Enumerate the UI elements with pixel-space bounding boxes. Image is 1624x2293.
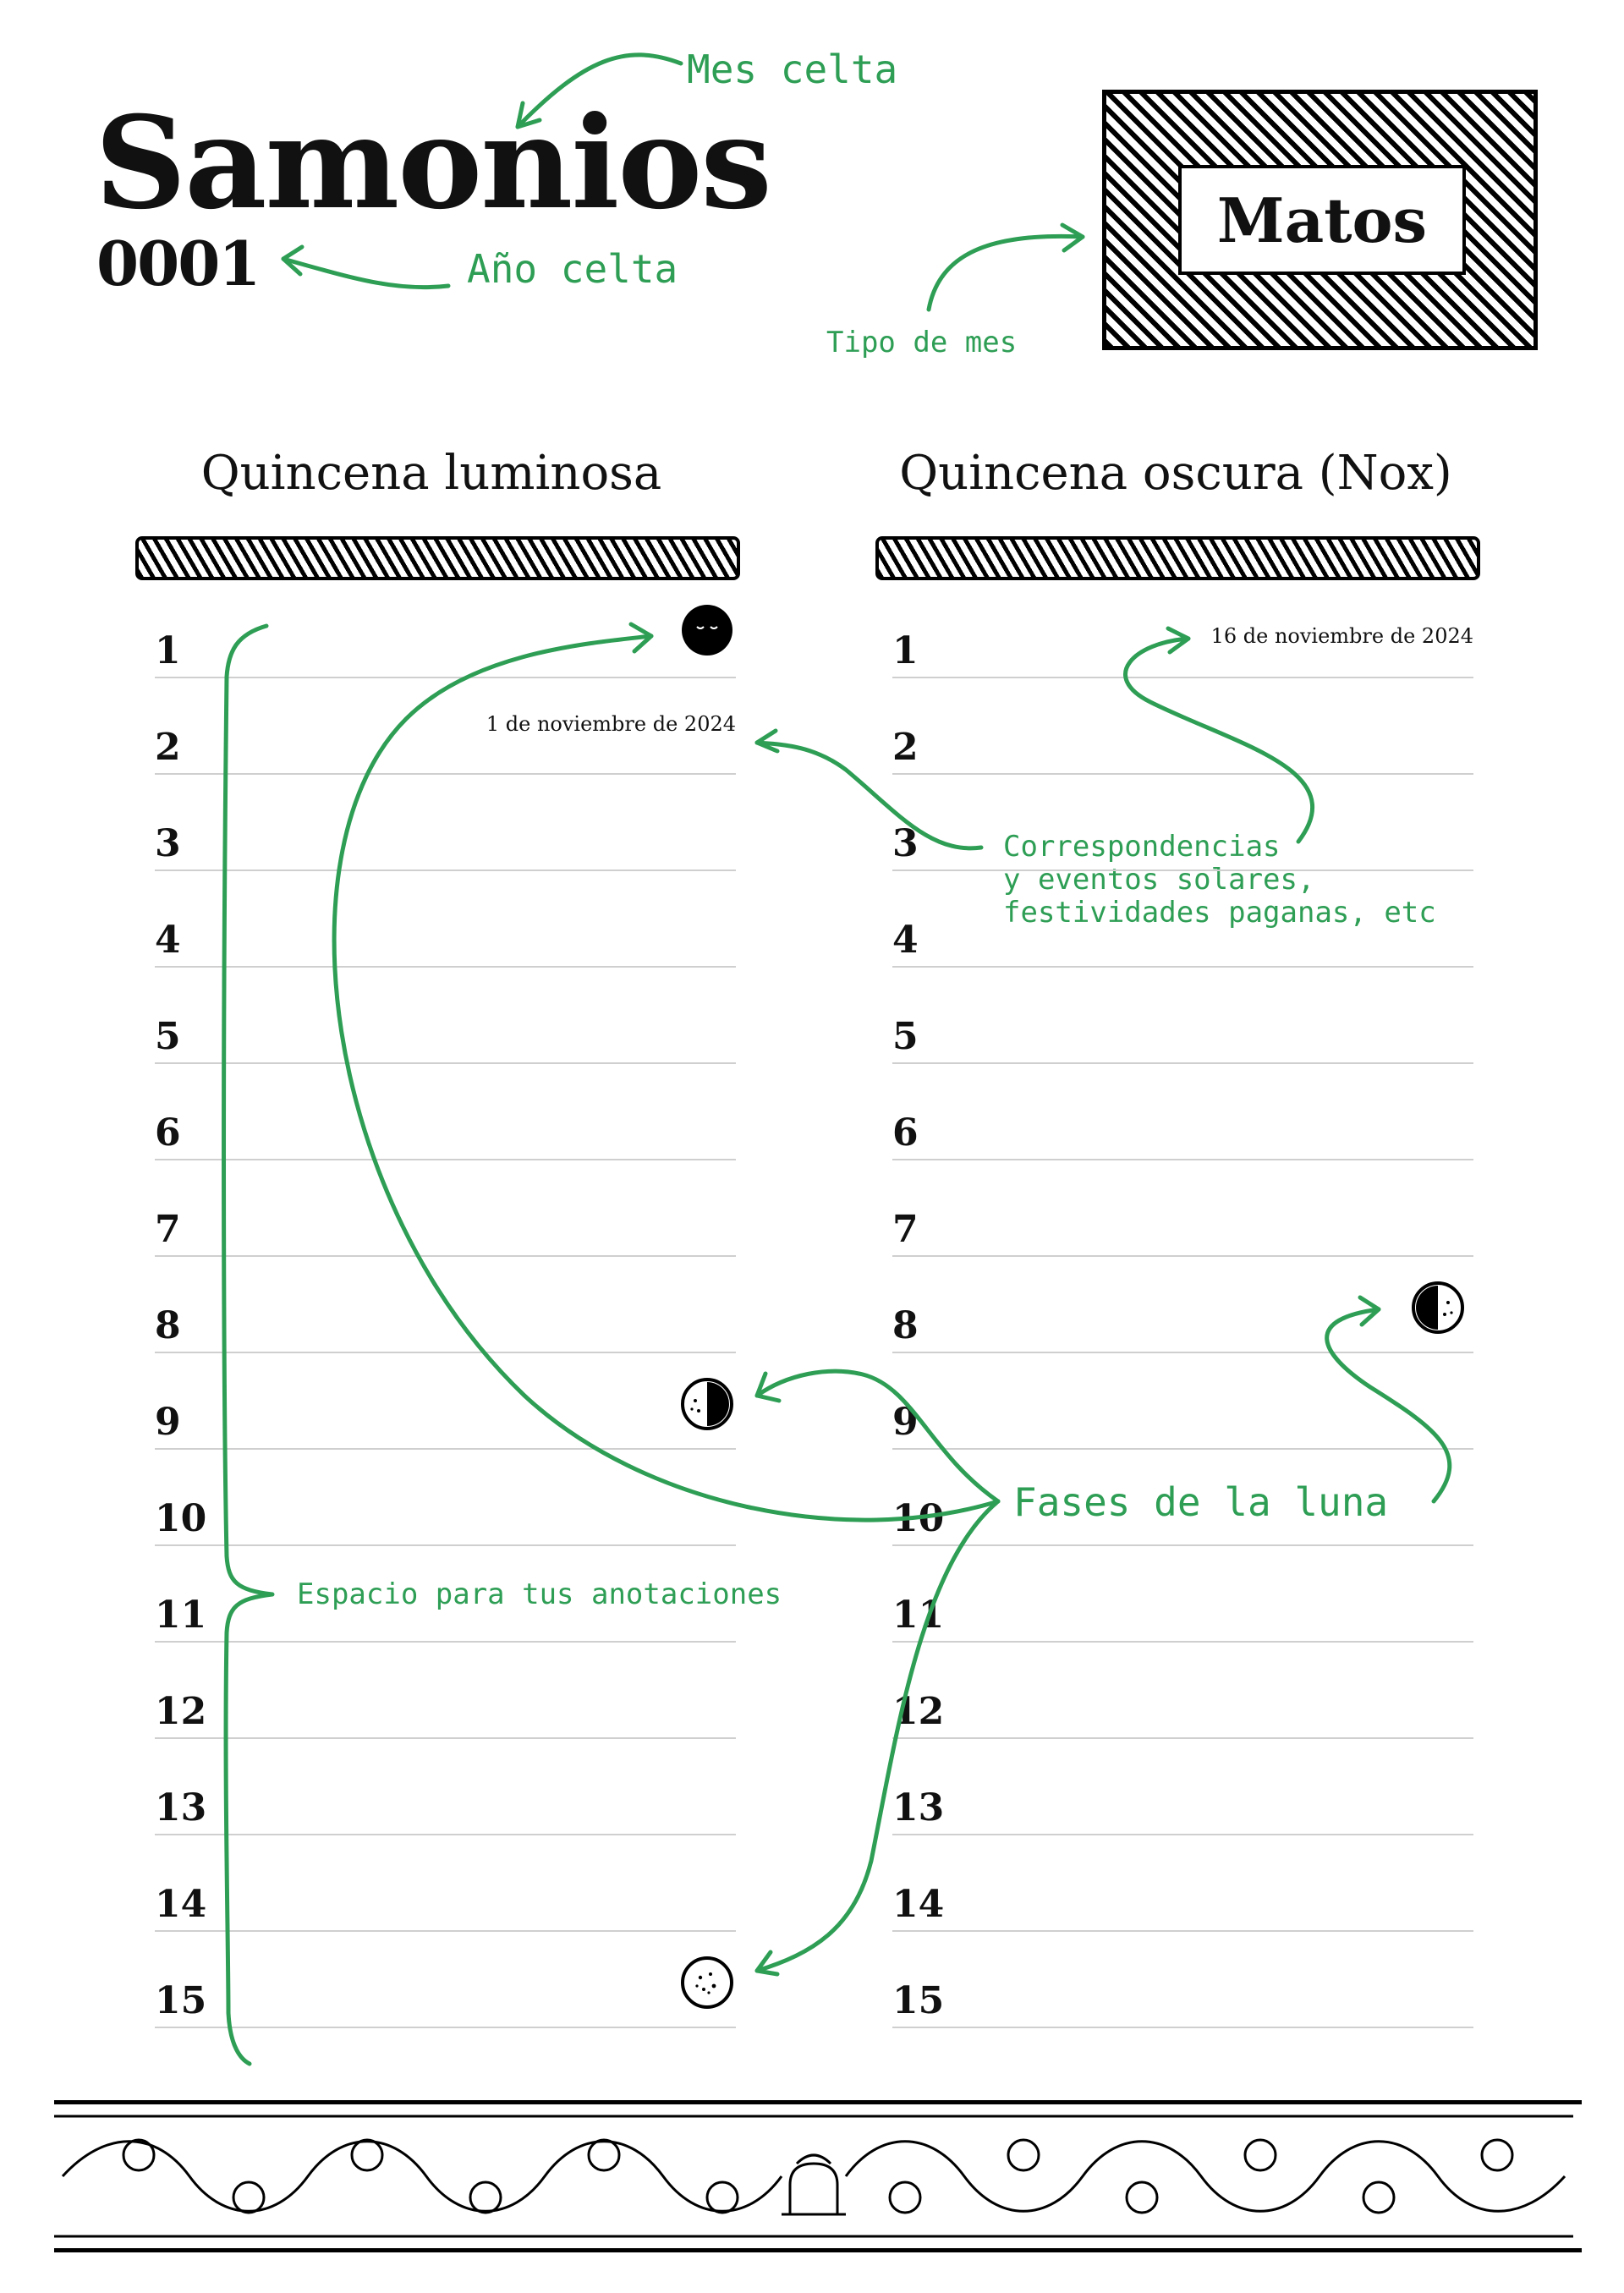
day-number: 15 bbox=[892, 1979, 945, 2022]
day-number: 5 bbox=[892, 1015, 919, 1058]
day-number: 1 bbox=[155, 629, 181, 672]
day-number: 3 bbox=[892, 822, 919, 865]
day-number: 10 bbox=[155, 1497, 207, 1540]
day-number: 13 bbox=[155, 1786, 207, 1829]
annotation-mes-celta: Mes celta bbox=[687, 47, 898, 92]
annotation-fases-luna: Fases de la luna bbox=[1013, 1479, 1389, 1525]
day-number: 12 bbox=[155, 1690, 207, 1733]
annotation-correspondencias: Correspondencias y eventos solares, festividades paganas, etc bbox=[1003, 830, 1436, 930]
day-number: 7 bbox=[155, 1208, 181, 1251]
day-number: 4 bbox=[892, 919, 919, 962]
footer-ornament bbox=[54, 2100, 1582, 2252]
day-number: 14 bbox=[892, 1883, 945, 1926]
day-number: 11 bbox=[155, 1594, 207, 1637]
day-number: 8 bbox=[892, 1304, 919, 1347]
day-number: 6 bbox=[892, 1111, 919, 1155]
vine-scroll-ornament bbox=[54, 2104, 1573, 2248]
celtic-year: 0001 bbox=[96, 228, 260, 299]
day-number: 9 bbox=[892, 1401, 919, 1444]
day-number: 11 bbox=[892, 1594, 945, 1637]
day-number: 13 bbox=[892, 1786, 945, 1829]
day-number: 7 bbox=[892, 1208, 919, 1251]
day-number: 4 bbox=[155, 919, 181, 962]
day-number: 8 bbox=[155, 1304, 181, 1347]
column-heading-luminosa: Quincena luminosa bbox=[200, 446, 662, 501]
day-number: 9 bbox=[155, 1401, 181, 1444]
day-number: 15 bbox=[155, 1979, 207, 2022]
day-number: 2 bbox=[155, 726, 181, 769]
day-number: 1 bbox=[892, 629, 919, 672]
day-number: 14 bbox=[155, 1883, 207, 1926]
annotation-espacio: Espacio para tus anotaciones bbox=[297, 1577, 782, 1611]
date-note: 1 de noviembre de 2024 bbox=[486, 712, 736, 736]
column-heading-oscura: Quincena oscura (Nox) bbox=[899, 446, 1452, 501]
annotation-anio-celta: Año celta bbox=[467, 246, 678, 292]
day-number: 5 bbox=[155, 1015, 181, 1058]
day-number: 3 bbox=[155, 822, 181, 865]
day-number: 10 bbox=[892, 1497, 945, 1540]
day-number: 12 bbox=[892, 1690, 945, 1733]
celtic-month-title: Samonios bbox=[95, 89, 771, 238]
day-number: 6 bbox=[155, 1111, 181, 1155]
month-type-label: Matos bbox=[1178, 165, 1466, 275]
day-number: 2 bbox=[892, 726, 919, 769]
date-note: 16 de noviembre de 2024 bbox=[1210, 624, 1473, 648]
annotation-tipo-de-mes: Tipo de mes bbox=[826, 326, 1018, 359]
